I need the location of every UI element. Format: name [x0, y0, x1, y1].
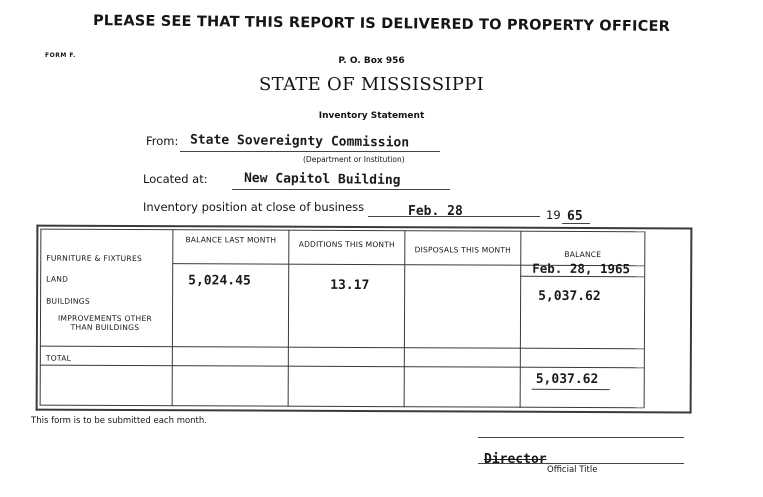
value-balance: 5,037.62	[538, 288, 601, 305]
col-header-additions: ADDITIONS THIS MONTH	[298, 239, 395, 250]
located-label: Located at:	[143, 172, 208, 186]
value-balance-last-month: 5,024.45	[188, 273, 251, 289]
form-number: FORM F.	[45, 52, 76, 59]
balance-date: Feb. 28, 1965	[532, 260, 631, 277]
row-label-total: TOTAL	[45, 353, 72, 363]
statement-title: Inventory Statement	[318, 111, 425, 121]
department-hint: (Department or Institution)	[303, 155, 405, 164]
col-header-disposals: DISPOSALS THIS MONTH	[414, 245, 511, 255]
value-additions: 13.17	[330, 277, 370, 294]
row-label-land: LAND	[46, 274, 69, 284]
signature-line	[478, 437, 684, 438]
delivery-instruction-header: PLEASE SEE THAT THIS REPORT IS DELIVERED TO PROPERTY OFFICER	[92, 12, 671, 36]
typed-title: Director	[484, 452, 547, 467]
from-value: State Sovereignty Commission	[189, 132, 410, 151]
year-prefix: 19	[546, 208, 561, 222]
submission-note: This form is to be submitted each month.	[31, 416, 207, 426]
year-suffix: 65	[567, 209, 583, 224]
row-label-buildings: BUILDINGS	[46, 296, 91, 306]
value-total-balance: 5,037.62	[535, 371, 599, 388]
row-label-furniture: FURNITURE & FIXTURES	[46, 253, 143, 264]
state-title: STATE OF MISSISSIPPI	[259, 74, 484, 95]
col-header-balance: BALANCE	[564, 249, 602, 260]
inventory-position-label: Inventory position at close of business	[143, 200, 365, 214]
official-title-label: Official Title	[547, 465, 598, 475]
from-label: From:	[146, 134, 179, 148]
col-header-balance-last-month: BALANCE LAST MONTH	[185, 235, 277, 245]
position-date: Feb. 28	[408, 204, 463, 219]
row-label-improvements: IMPROVEMENTS OTHER THAN BUILDINGS	[57, 313, 153, 333]
located-value: New Capitol Building	[243, 170, 401, 189]
po-box: P. O. Box 956	[338, 56, 405, 66]
